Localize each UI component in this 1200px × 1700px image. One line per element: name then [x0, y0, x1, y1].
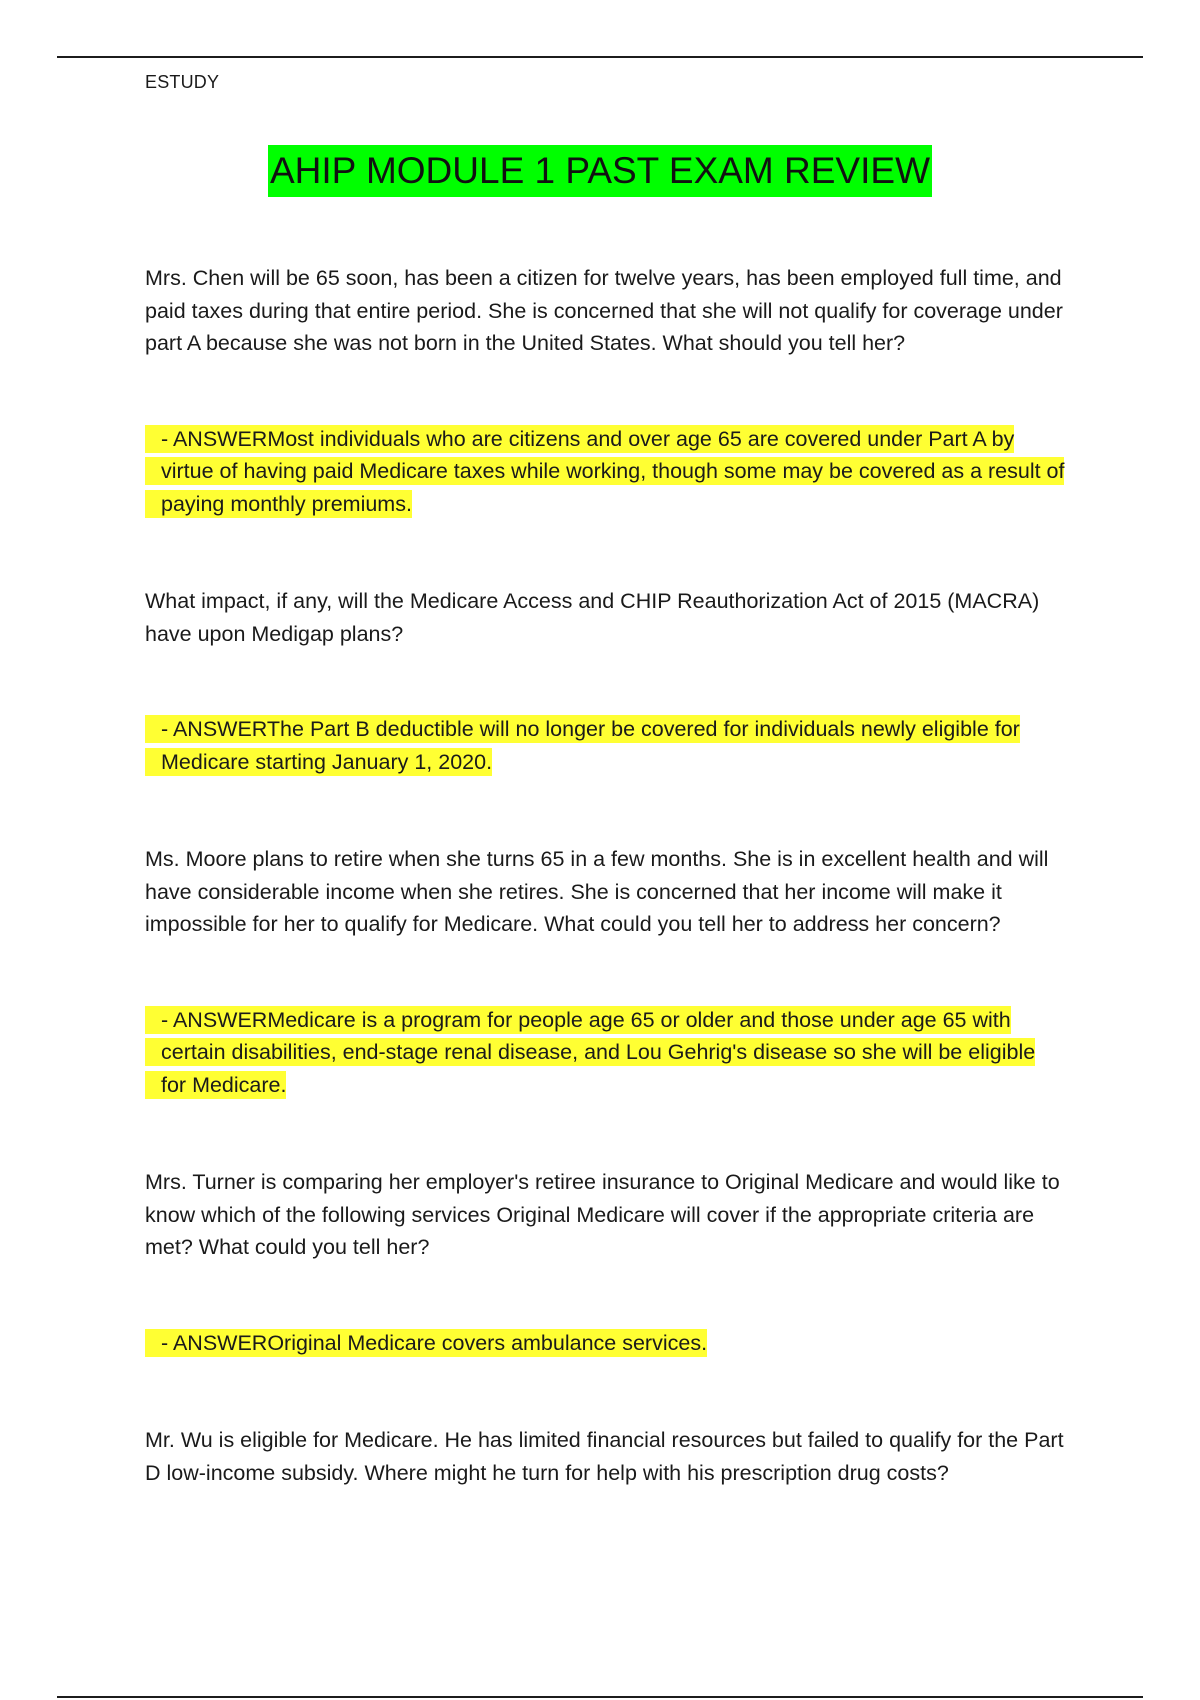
answer-text: - ANSWEROriginal Medicare covers ambulance services.: [145, 1329, 707, 1357]
qa-item: [145, 1166, 1065, 1359]
answer-text: - ANSWERThe Part B deductible will no longer be covered for individuals newly eligible for Medicare starting January 1, 2020.: [145, 715, 1020, 776]
top-rule: [57, 56, 1143, 58]
qa-item: [145, 843, 1065, 1101]
page-title: AHIP MODULE 1 PAST EXAM REVIEW: [268, 145, 932, 197]
qa-item: [145, 585, 1065, 778]
answer-block: [145, 1004, 1065, 1102]
answer-block: [145, 1327, 1065, 1360]
answer-text: - ANSWERMost individuals who are citizens and over age 65 are covered under Part A by virtue of having paid Medicare taxes while working, though some may be covered as a result of paying monthly premiums.: [145, 425, 1064, 518]
answer-block: [145, 713, 1065, 778]
header-label: ESTUDY: [145, 72, 220, 92]
question-text: What impact, if any, will the Medicare Access and CHIP Reauthorization Act of 2015 (MACRA) have upon Medigap plans?: [145, 589, 1040, 646]
question-text: Ms. Moore plans to retire when she turns 65 in a few months. She is in excellent health and will have considerable income when she retires. She is concerned that her income will make it impossible for her to qualify for Medicare. What could you tell her to address her concern?: [145, 847, 1049, 936]
answer-block: [145, 423, 1065, 521]
question-text: Mrs. Turner is comparing her employer's retiree insurance to Original Medicare and would like to know which of the following services Original Medicare will cover if the appropriate criteria are met? What could you tell her?: [145, 1170, 1060, 1259]
question-text: Mrs. Chen will be 65 soon, has been a citizen for twelve years, has been employed full time, and paid taxes during that entire period. She is concerned that she will not qualify for coverage under part A because she was not born in the United States. What should you tell her?: [145, 266, 1063, 355]
title-container: [0, 145, 1200, 197]
qa-list: [145, 262, 1065, 1489]
answer-text: - ANSWERMedicare is a program for people age 65 or older and those under age 65 with certain disabilities, end-stage renal disease, and Lou Gehrig's disease so she will be eligible for Medicare.: [145, 1006, 1035, 1099]
qa-item: [145, 1424, 1065, 1489]
qa-item: [145, 262, 1065, 520]
question-text: Mr. Wu is eligible for Medicare. He has limited financial resources but failed to qualify for the Part D low-income subsidy. Where might he turn for help with his prescription drug costs?: [145, 1428, 1064, 1485]
bottom-rule: [57, 1696, 1143, 1698]
